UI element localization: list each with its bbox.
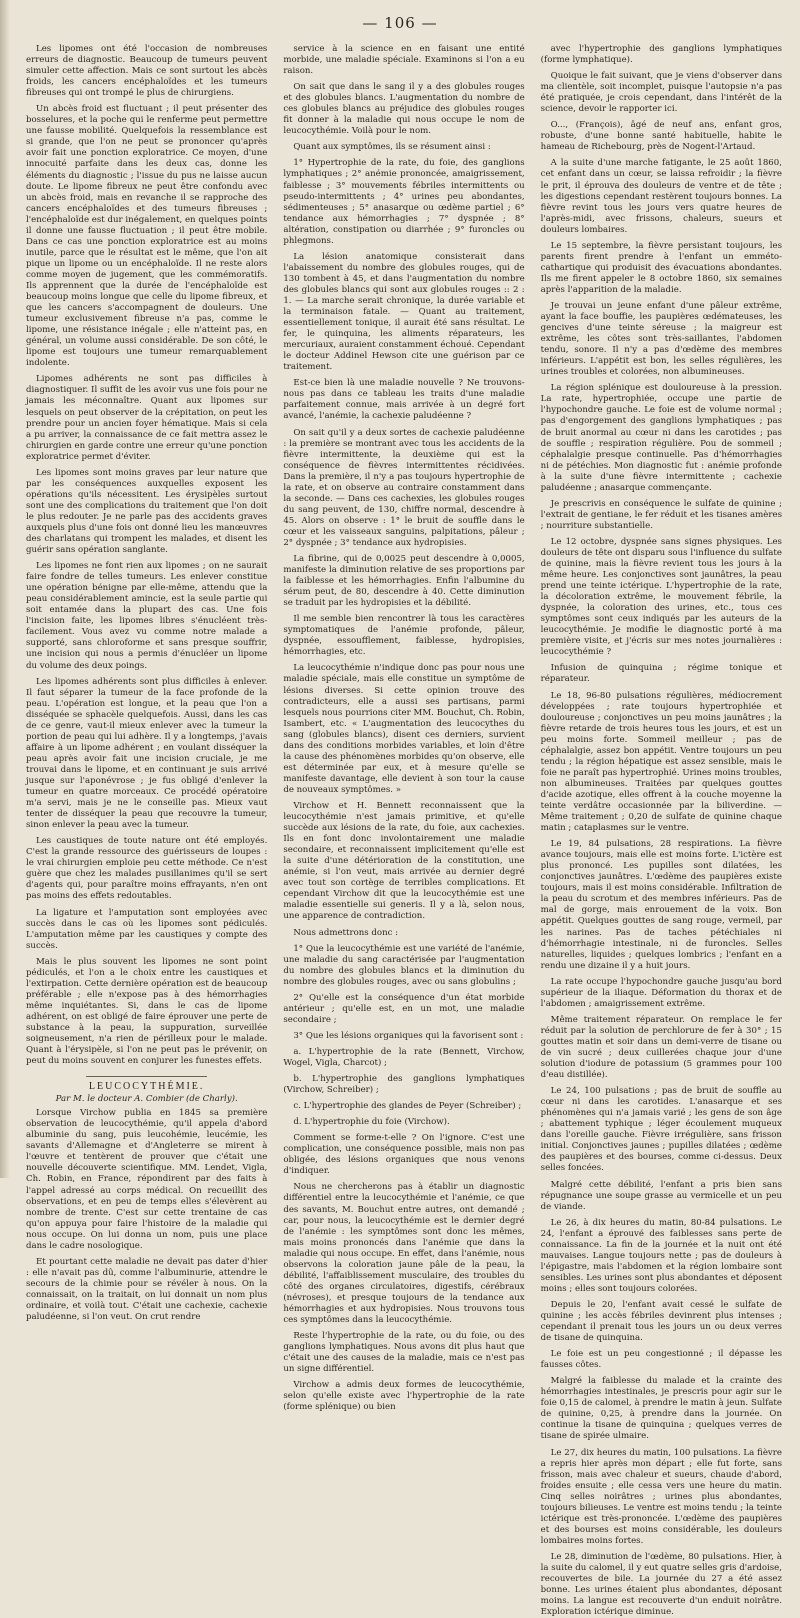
paragraph: Malgré la faiblesse du malade et la crainte des hémorrhagies intestinales, je prescris pour agir sur le foie 0,15 de calomel, à prendre le matin à jeun. Sulfate de quinine, 0,25, à prendre dans la journée. On continue la tisane de quinquina ; quelques verres de tisane de spirée ulmaire. xyxy=(540,1376,782,1442)
paragraph: La région splénique est douloureuse à la pression. La rate, hypertrophiée, occupe une partie de l'hypochondre gauche. Le foie est de volume normal ; pas d'engorgement des ganglions lymphatiques ; pas de bruit anormal au cœur ni dans les carotides ; pas de souffle ; respiration régulière. Pou de sommeil ; céphalalgie presque continuelle. Pas d'hémorrhagies ni de pétéchies. Mon diagnostic fut : anémie profonde à la suite d'une fièvre intermittente ; cachexie paludéenne ; anasarque commençante. xyxy=(540,383,782,493)
paragraph: Virchow a admis deux formes de leucocythémie, selon qu'elle existe avec l'hypertrophie de la rate (forme splénique) ou bien xyxy=(283,1380,525,1413)
column-left xyxy=(26,44,268,1323)
paragraph: a. L'hypertrophie de la rate (Bennett, Virchow, Wogel, Vigla, Charcot) ; xyxy=(283,1046,525,1068)
paragraph: 1° Que la leucocythémie est une variété de l'anémie, une maladie du sang caractérisée par l'augmentation du nombre des globules blancs et la diminution du nombre des globules rouges, avec ou sans globulins ; xyxy=(283,943,525,987)
article-divider xyxy=(86,1076,207,1077)
paragraph: La ligature et l'amputation sont employées avec succès dans le cas où les lipomes sont pédiculés. L'amputation même par les caustiques y compte des succès. xyxy=(26,907,268,951)
paragraph: b. L'hypertrophie des ganglions lymphatiques (Virchow, Schreiber) ; xyxy=(283,1074,525,1096)
article-title: LEUCOCYTHÉMIE. xyxy=(88,1081,205,1093)
article-byline: Par M. le docteur A. Combier (de Charly). xyxy=(55,1094,238,1105)
paragraph: Quoique le fait suivant, que je viens d'observer dans ma clientèle, soit incomplet, puisque l'autopsie n'a pas été pratiquée, je crois cependant, dans l'intérêt de la science, devoir le rapporter ici. xyxy=(540,71,782,115)
paragraph: Le 19, 84 pulsations, 28 respirations. La fièvre avance toujours, mais elle est moins forte. L'ictère est plus prononcé. Les pupilles sont dilatées, les conjonctives jaunâtres. L'œdème des paupières existe toujours, mais il est moins considérable. Infiltration de la peau du scrotum et des membres inférieurs. Pas de mal de gorge, mais enrouement de la voix. Bon appétit. Quelques gouttes de sang rouge, vermeil, par les narines. Pas de taches pétéchiales ni d'hémorrhagie intestinale, ni de furoncles. Selles naturelles, liquides ; quelques lombrics ; l'enfant en a rendu une dizaine il y a huit jours. xyxy=(540,839,782,971)
paragraph: Le foie est un peu congestionné ; il dépasse les fausses côtes. xyxy=(540,1349,782,1371)
column-right xyxy=(540,44,782,1618)
paragraph: c. L'hypertrophie des glandes de Peyer (Schreiber) ; xyxy=(293,1101,522,1112)
paragraph: Je trouvai un jeune enfant d'une pâleur extrême, ayant la face bouffie, les paupières œdémateuses, les gencives d'une teinte séreuse ; la maigreur est extrême, les côtes sont très-saillantes, l'abdomen tendu, sonore. Il n'y a pas d'œdème des membres inférieurs. L'appétit est bon, les selles régulières, les urines troubles et colorées, non albumineuses. xyxy=(540,300,782,378)
paragraph: Depuis le 20, l'enfant avait cessé le sulfate de quinine ; les accès fébriles devinrent plus intenses ; cependant il prenait tous les jours un ou deux verres de tisane de quinquina. xyxy=(540,1299,782,1344)
paragraph: Le 12 octobre, dyspnée sans signes physiques. Les douleurs de tête ont disparu sous l'influence du sulfate de quinine, mais la fièvre revient tous les jours à la même heure. Les conjonctives sont jaunâtres, la peau prend une teinte ictérique. L'hypertrophie de la rate, la décoloration extrême, le mouvement fébrile, la dyspnée, la coloration des urines, etc., tous ces symptômes sont ceux indiqués par les auteurs de la leucocythémie. Je modifie le diagnostic porté à ma première visite, et j'écris sur mes notes journalières : leucocythémie ? xyxy=(540,536,782,658)
paragraph: Quant aux symptômes, ils se résument ainsi : xyxy=(293,142,491,153)
paragraph: A la suite d'une marche fatigante, le 25 août 1860, cet enfant dans un cœur, se laissa refroidir ; la fièvre le prit, il éprouva des douleurs de ventre et de tête ; les digestions cependant restèrent toujours bonnes. La fièvre revint tous les jours vers quatre heures de l'après-midi, avec frissons, chaleurs, sueurs et douleurs lombaires. xyxy=(540,158,782,235)
paragraph: Le 18, 96-80 pulsations régulières, médiocrement développées ; rate toujours hypertrophiée et douloureuse ; conjonctives un peu moins jaunâtres ; la fièvre retarde de trois heures tous les jours, et est un peu moins forte. Sommeil meilleur ; pas de céphalalgie, assez bon appétit. Ventre toujours un peu tendu ; la région hépatique est assez sensible, mais le foie ne paraît pas hypertrophié. Urines moins troubles, non albumineuses. Traitées par quelques gouttes d'acide azotique, elles offrent à la couche moyenne la teinte verdâtre occasionnée par la biliverdine. — Même traitement ; 0,20 de sulfate de quinine chaque matin ; cataplasmes sur le ventre. xyxy=(540,690,782,834)
paragraph: Je prescrivis en conséquence le sulfate de quinine ; l'extrait de gentiane, le fer réduit et les tisanes amères ; nourriture substantielle. xyxy=(540,498,782,531)
paragraph: Un abcès froid est fluctuant ; il peut présenter des bosselures, et la poche qui le renferme peut permettre une fausse mobilité. Quelquefois la ressemblance est si grande, que l'on ne peut se prononcer qu'après avoir fait une ponction exploratrice. Ce moyen, d'une innocuité parfaite dans les deux cas, donne les éléments du diagnostic ; l'issue du pus ne laisse aucun doute. Le lipome fibreux ne peut être confondu avec un abcès froid, mais en revanche il se rapproche des cancers encéphaloïdes et des tumeurs fibreuses ; l'encéphaloïde est dur inégalement, en quelques points il donne une fausse fluctuation ; il peut être mobile. Dans ce cas une ponction exploratrice est au moins inutile, parce que le résultat est le même, que l'on ait pique un lipome ou un encéphaloïde. Il ne reste alors comme moyen de jugement, que les commémoratifs. Ils apprennent que la durée de l'encéphaloïde est beaucoup moins longue que celle du lipome fibreux, et que les cancers s'accompagnent de douleurs. Une tumeur exclusivement fibreuse n'a pas, comme le lipome, une résistance inégale ; elle n'atteint pas, en général, un volume aussi considérable. De son côté, le lipome est toujours une tumeur remarquablement indolente. xyxy=(26,104,268,369)
paragraph: service à la science en en faisant une entité morbide, une maladie spéciale. Examinons si l'on a eu raison. xyxy=(283,44,525,77)
column-middle xyxy=(283,44,525,1413)
paragraph: Et pourtant cette maladie ne devait pas dater d'hier : elle n'avait pas dû, comme l'albuminurie, attendre le secours de la chimie pour se révéler à nous. On la connaissait, on la traitait, on lui donnait un nom plus ordinaire, et voilà tout. C'était une cachexie, cachexie paludéenne, si l'on veut. On crut rendre xyxy=(26,1256,268,1323)
paragraph: Le 26, à dix heures du matin, 80-84 pulsations. Le 24, l'enfant a éprouvé des faiblesses sans perte de connaissance. La fin de la journée et la nuit ont été mauvaises. Langue toujours nette ; pas de douleurs à l'épigastre, mais l'abdomen et la région lombaire sont sensibles. Les urines sont plus abondantes et déposent moins ; elles sont toujours colorées. xyxy=(540,1217,782,1294)
paragraph: 2° Qu'elle est la conséquence d'un état morbide antérieur ; qu'elle est, en un mot, une maladie secondaire ; xyxy=(283,992,525,1025)
paragraph: Mais le plus souvent les lipomes ne sont point pédiculés, et l'on a le choix entre les caustiques et l'extirpation. Cette dernière opération est de beaucoup préférable ; elle n'expose pas à des hémorrhagies même inquiétantes. Si, dans le cas de lipome adhérent, on est obligé de faire éprouver une perte de substance à la peau, la suppuration, surveillée soigneusement, n'a rien de périlleux pour le malade. Quant à l'érysipèle, si l'on ne peut pas le prévenir, on peut du moins souvent en conjurer les funestes effets. xyxy=(26,956,268,1067)
paragraph: d. L'hypertrophie du foie (Virchow). xyxy=(293,1117,450,1128)
paragraph: Lipomes adhérents ne sont pas difficiles à diagnostiquer. Il suffit de les avoir vus une fois pour ne jamais les méconnaître. Quant aux lipomes sur lesquels on peut observer de la crépitation, on peut les prendre pour un ancien foyer hématique. Mais si cela a pu arriver, la connaissance de ce fait mettra assez le chirurgien en garde contre une erreur qu'une ponction exploratrice permet d'éviter. xyxy=(26,374,268,462)
paragraph: Virchow et H. Bennett reconnaissent que la leucocythémie n'est jamais primitive, et qu'elle succède aux lésions de la rate, du foie, aux cachexies. Ils en font donc involontairement une maladie secondaire, et reconnaissent implicitement qu'elle est la suite d'une détérioration de la constitution, une anémie, si l'on veut, mais arrivée au dernier degré avec tout son cortège de terribles complications. Et cependant Virchow dit que la leucocythémie est une maladie essentielle sui generis. Il y a là, selon nous, une apparence de contradiction. xyxy=(283,801,525,922)
paragraph: Reste l'hypertrophie de la rate, ou du foie, ou des ganglions lymphatiques. Nous avons dit plus haut que c'était une des causes de la maladie, mais ce n'est pas un signe différentiel. xyxy=(283,1331,525,1375)
paragraph: Nous admettrons donc : xyxy=(293,927,399,938)
paragraph: La rate occupe l'hypochondre gauche jusqu'au bord supérieur de la iliaque. Déformation du thorax et de l'abdomen ; amaigrissement extrême. xyxy=(540,976,782,1009)
paragraph: La leucocythémie n'indique donc pas pour nous une maladie spéciale, mais elle constitue un symptôme de lésions diverses. Si cette opinion trouve des contradicteurs, elle a aussi ses partisans, parmi lesquels nous pourrions citer MM. Bouchut, Ch. Robin, Isambert, etc. « L'augmentation des leucocythes du sang (globules blancs), disent ces derniers, survient dans des conditions morbides variables, et loin d'être la cause des phénomènes morbides qu'on observe, elle est déterminée par eux, et à mesure qu'elle se manifeste davantage, elle devient à son tour la cause de nouveaux symptômes. » xyxy=(283,663,525,795)
paragraph: Comment se forme-t-elle ? On l'ignore. C'est une complication, une conséquence possible, mais non pas obligée, des lésions organiques que nous venons d'indiquer. xyxy=(283,1133,525,1177)
paragraph: Nous ne chercherons pas à établir un diagnostic différentiel entre la leucocythémie et l'anémie, ce que des savants, M. Bouchut entre autres, ont demandé ; car, pour nous, la leucocythémie est le dernier degré de l'anémie : les symptômes sont donc les mêmes, mais moins prononcés dans l'anémie que dans la maladie qui nous occupe. En effet, dans l'anémie, nous observons la coloration jaune pâle de la peau, la débilité, l'affaiblissement musculaire, des troubles du côté des organes circulatoires, digestifs, cérébraux (névroses), et presque toujours de la tendance aux hémorrhagies et aux hydropisies. Nous trouvons tous ces symptômes dans la leucocythémie. xyxy=(283,1182,525,1325)
paragraph: Les lipomes ont été l'occasion de nombreuses erreurs de diagnostic. Beaucoup de tumeurs peuvent simuler cette affection. Mais ce sont surtout les abcès froids, les cancers encéphaloïdes et les tumeurs fibreuses qui ont trompé le plus de chirurgiens. xyxy=(26,44,268,99)
paragraph: Le 28, diminution de l'œdème, 80 pulsations. Hier, à la suite du calomel, il y eut quatre selles gris d'ardoise, recouvertes de bile. La journée du 27 a été assez bonne. Les urines étaient plus abondantes, déposant moins. La langue est recouverte d'un enduit noirâtre. Exploration ictérique diminue. xyxy=(540,1551,782,1618)
paragraph: Les lipomes adhérents sont plus difficiles à enlever. Il faut séparer la tumeur de la face profonde de la peau. L'opération est longue, et la peau que l'on a disséquée se sphacèle quelquefois. Aussi, dans les cas de ce genre, vaut-il mieux enlever avec la tumeur la portion de peau qui lui adhère. Il y a longtemps, j'avais affaire à un lipome adhérent ; en voulant disséquer la peau après avoir fait une incision cruciale, je me trouvai dans le lipome, et en continuant je suis arrivé jusque sur l'aponévrose ; je fus obligé d'enlever la tumeur en quatre morceaux. Ce procédé opératoire m'a servi, mais je ne le conseille pas. Mieux vaut tenter de disséquer la peau que recouvre la tumeur, sinon enlever la peau avec la tumeur. xyxy=(26,676,268,831)
paragraph: 3° Que les lésions organiques qui la favorisent sont : xyxy=(293,1030,524,1041)
paragraph: La lésion anatomique consisterait dans l'abaissement du nombre des globules rouges, qui de 130 tombent à 45, et dans l'augmentation du nombre des globules blancs qui sont aux globules rouges :: 2 : 1. — La marche serait chronique, la durée variable et la terminaison fatale. — Quant au traitement, essentiellement tonique, il aurait été sans résultat. Le fer, le quinquina, les aliments réparateurs, les mercuriaux, auraient constamment échoué. Cependant le docteur Addinel Hewson cite une guérison par ce traitement. xyxy=(283,251,525,373)
paragraph: Le 15 septembre, la fièvre persistant toujours, les parents firent prendre à l'enfant un emméto-cathartique qui produisit des évacuations abondantes. Ils me firent appeler le 8 octobre 1860, six semaines après l'apparition de la maladie. xyxy=(540,240,782,295)
paragraph: Lorsque Virchow publia en 1845 sa première observation de leucocythémie, qu'il appela d'abord albuminie du sang, puis leucohémie, leucémie, les savants d'Allemagne et d'Angleterre se mirent à l'œuvre et tentèrent de prouver que c'était une nouvelle découverte scientifique. MM. Lendet, Vigla, Ch. Robin, en France, répondirent par des faits à l'appel adressé au corps médical. On recueillit des observations, et en peu de temps elles s'élevèrent au nombre de trente. C'est sur cette trentaine de cas qu'on appuya pour faire l'histoire de la maladie qui nous occupe. On lui donna un nom, puis une place dans le cadre nosologique. xyxy=(26,1108,268,1251)
paragraph: Malgré cette débilité, l'enfant a pris bien sans répugnance une soupe grasse au vermicelle et un peu de viande. xyxy=(540,1179,782,1212)
paragraph: On sait qu'il y a deux sortes de cachexie paludéenne : la première se montrant avec tous les accidents de la fièvre intermittente, la deuxième qui est la conséquence de fièvres intermittentes récidivées. Dans la première, il n'y a pas toujours hypertrophie de la rate, et on observe au contraire constamment dans la seconde. — Dans ces cachexies, les globules rouges du sang peuvent, de 130, chiffre normal, descendre à 45. Alors on observe : 1° le bruit de souffle dans le cœur et les vaisseaux sanguins, palpitations, pâleur ; 2° dyspnée ; 3° tendance aux hydropisies. xyxy=(283,427,525,548)
paragraph: O..., (François), âgé de neuf ans, enfant gros, robuste, d'une bonne santé habituelle, habite le hameau de Richebourg, près de Nogent-l'Artaud. xyxy=(540,120,782,153)
paragraph: 1° Hypertrophie de la rate, du foie, des ganglions lymphatiques ; 2° anémie prononcée, amaigrissement, faiblesse ; 3° mouvements fébriles intermittents ou pseudo-intermittents ; 4° urines peu abondantes, sédimenteuses ; 5° anasarque ou œdème partiel ; 6° tendance aux hémorrhagies ; 7° dyspnée ; 8° altération, constipation ou diarrhée ; 9° furoncles ou phlegmons. xyxy=(283,158,525,246)
paragraph: Le 27, dix heures du matin, 100 pulsations. La fièvre a repris hier après mon départ ; elle fut forte, sans frisson, mais avec chaleur et sueurs, chaude d'abord, froides ensuite ; elle cessa vers une heure du matin. Cinq selles noirâtres ; urines plus abondantes, toujours bilieuses. Le ventre est moins tendu ; la teinte ictérique est très-prononcée. L'œdème des paupières et des bourses est moins considérable, les douleurs lombaires moins fortes. xyxy=(540,1447,782,1546)
paragraph: Infusion de quinquina ; régime tonique et réparateur. xyxy=(540,663,782,685)
paragraph: Est-ce bien là une maladie nouvelle ? Ne trouvons-nous pas dans ce tableau les traits d'une maladie parfaitement connue, mais arrivée à un degré fort avancé, l'anémie, la cachexie paludéenne ? xyxy=(283,378,525,422)
paragraph: On sait que dans le sang il y a des globules rouges et des globules blancs. L'augmentation du nombre de ces globules blancs au préjudice des globules rouges fit donner à la maladie qui nous occupe le nom de leucocythémie. Voilà pour le nom. xyxy=(283,82,525,137)
paragraph: Même traitement réparateur. On remplace le fer réduit par la solution de perchlorure de fer à 30° ; 15 gouttes matin et soir dans un demi-verre de tisane ou de vin sucré ; deux cuillerées chaque jour d'une solution d'iodure de potassium (5 grammes pour 100 d'eau distillée). xyxy=(540,1014,782,1081)
paragraph: Les lipomes sont moins graves par leur nature que par les conséquences auxquelles exposent les opérations qu'ils nécessitent. Les érysipèles surtout sont une des complications du traitement que l'on doit le plus redouter. Je ne parle pas des accidents graves auxquels plus d'une fois ont donné lieu les manœuvres des charlatans qui trompent les malades, et disent les guérir sans opération sanglante. xyxy=(26,467,268,556)
paragraph: Les lipomes ne font rien aux lipomes ; on ne saurait faire fondre de telles tumeurs. Les enlever constitue une opération bénigne par elle-même, attendu que la peau considérablement amincie, est la seule partie qui soit entamée dans la plupart des cas. Une fois l'incision faite, les lipomes libres s'énucléent très-facilement. Vous avez vu comme notre malade a supporté, sans chloroforme et sans presque souffrir, une incision qui nous a permis d'énucléer un lipome du volume des deux poings. xyxy=(26,561,268,671)
paragraph: Le 24, 100 pulsations ; pas de bruit de souffle au cœur ni dans les carotides. L'anasarque et ses phénomènes qui n'a jamais varié ; les gens de son âge ; abattement typhique ; léger écoulement muqueux dans l'oreille gauche. Fièvre irrégulière, sans frisson initial. Conjonctives jaunes ; pupilles dilatées ; œdème des paupières et des bourses, comme ci-dessus. Deux selles foncées. xyxy=(540,1086,782,1174)
paragraph: La fibrine, qui de 0,0025 peut descendre à 0,0005, manifeste la diminution relative de ses proportions par la faiblesse et les hémorrhagies. Enfin l'albumine du sérum peut, de 80, descendre à 40. Cette diminution se traduit par les hydropisies et la débilité. xyxy=(283,554,525,609)
text-columns xyxy=(26,44,782,1618)
paragraph: Il me semble bien rencontrer là tous les caractères symptomatiques de l'anémie profonde, pâleur, dyspnée, essoufflement, faiblesse, hydropisies, hémorrhagies, etc. xyxy=(283,614,525,658)
page-fold-shadow xyxy=(0,0,10,1178)
page-number: — 106 — xyxy=(362,14,438,32)
paragraph: avec l'hypertrophie des ganglions lymphatiques (forme lymphatique). xyxy=(540,44,782,66)
paragraph: Les caustiques de toute nature ont été employés. C'est la grande ressource des guérisseurs de loupes : le vrai chirurgien emploie peu cette méthode. Ce n'est guère que chez les malades pusillanimes qu'il se sert d'agents qui, pour paraître moins effrayants, n'en ont pas moins des effets redoutables. xyxy=(26,836,268,902)
